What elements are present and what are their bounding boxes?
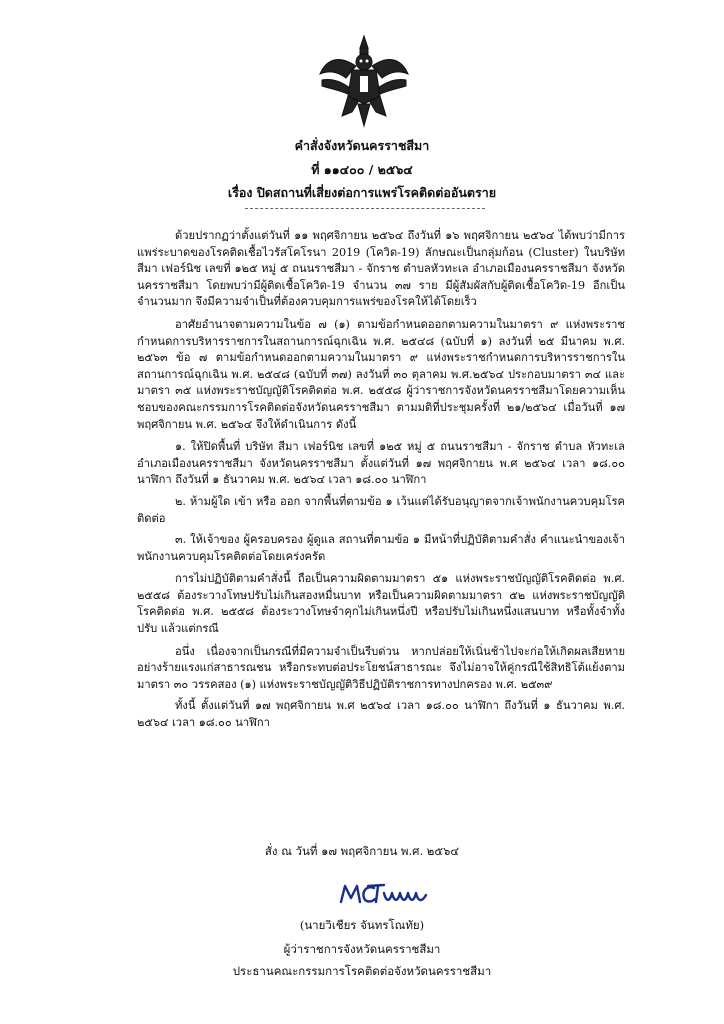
paragraph-effective-period: ทั้งนี้ ตั้งแต่วันที่ ๑๗ พฤศจิกายน พ.ศ ๒๕๖๔ เวลา ๑๘.๐๐ นาฬิกา ถึงวันที่ ๑ ธันวาคม พ.ศ. ๒๕๖๔ เวลา ๑๘.๐๐ นาฬิกา [137, 699, 625, 730]
signer-role: ประธานคณะกรรมการโรคติดต่อจังหวัดนครราชสีมา [232, 964, 492, 978]
paragraph-clause-1: ๑. ให้ปิดพื้นที่ บริษัท สีมา เฟอร์นิช เลขที่ ๑๒๕ หมู่ ๕ ถนนราชสีมา - จักราช ตำบล หัวทะเล อำเภอเมืองนครราชสีมา จังหวัดนครราชสีมา ตั้งแต่วันที่ ๑๗ พฤศจิกายน พ.ศ ๒๕๖๔ เวลา ๑๘.๐๐ นาฬิกา ถึงวันที่ ๑ ธันวาคม พ.ศ. ๒๕๖๔ เวลา ๑๘.๐๐ นาฬิกา [137, 440, 625, 487]
order-title: คำสั่งจังหวัดนครราชสีมา [294, 138, 430, 153]
order-body [137, 228, 625, 738]
paragraph-penalty: การไม่ปฏิบัติตามคำสั่งนี้ ถือเป็นความผิดตามมาตรา ๕๑ แห่งพระราชบัญญัติโรคติดต่อ พ.ศ. ๒๕๕๘ ต้องระวางโทษปรับไม่เกินสองหมื่นบาท หรือเป็นความผิดตามมาตรา ๕๒ แห่งพระราชบัญญัติโรคติดต่อ พ.ศ. ๒๕๕๘ ต้องระวางโทษจำคุกไม่เกินหนึ่งปี หรือปรับไม่เกินหนึ่งแสนบาท หรือทั้งจำทั้งปรับ แล้วแต่กรณี [137, 572, 625, 636]
signer-name: (นายวิเชียร จันทรโณทัย) [299, 918, 425, 932]
order-number: ที่ ๑๑๔๐๐ / ๒๕๖๔ [311, 162, 413, 177]
paragraph-clause-3: ๓. ให้เจ้าของ ผู้ครอบครอง ผู้ดูแล สถานที่ตามข้อ ๑ มีหน้าที่ปฏิบัติตามคำสั่ง คำแนะนำของเจ้าพนักงานควบคุมโรคติดต่อโดยเคร่งครัด [137, 533, 625, 563]
ordered-date: สั่ง ณ วันที่ ๑๗ พฤศจิกายน พ.ศ. ๒๕๖๔ [264, 844, 460, 858]
signer-position: ผู้ว่าราชการจังหวัดนครราชสีมา [283, 942, 441, 956]
handwritten-signature [338, 880, 430, 906]
order-subject: เรื่อง ปิดสถานที่เสี่ยงต่อการแพร่โรคติดต่ออันตราย [227, 185, 497, 200]
paragraph-urgency: อนึ่ง เนื่องจากเป็นกรณีที่มีความจำเป็นรีบด่วน หากปล่อยให้เนิ่นช้าไปจะก่อให้เกิดผลเสียหายอย่างร้ายแรงแก่สาธารณชน หรือกระทบต่อประโยชน์สาธารณะ จึงไม่อาจให้คู่กรณีใช้สิทธิโต้แย้งตามมาตรา ๓๐ วรรคสอง (๑) แห่งพระราชบัญญัติวิธีปฏิบัติราชการทางปกครอง พ.ศ. ๒๕๓๙ [137, 644, 625, 691]
paragraph-authority: อาศัยอำนาจตามความในข้อ ๗ (๑) ตามข้อกำหนดออกตามความในมาตรา ๙ แห่งพระราชกำหนดการบริหารราชการในสถานการณ์ฉุกเฉิน พ.ศ. ๒๕๔๘ (ฉบับที่ ๑) ลงวันที่ ๒๕ มีนาคม พ.ศ. ๒๕๖๓ ข้อ ๗ ตามข้อกำหนดออกตามความในมาตรา ๙ แห่งพระราชกำหนดการบริหารราชการในสถานการณ์ฉุกเฉิน พ.ศ. ๒๕๔๘ (ฉบับที่ ๓๗) ลงวันที่ ๓๐ ตุลาคม พ.ศ.๒๕๖๔ ประกอบมาตรา ๓๔ และมาตรา ๓๕ แห่งพระราชบัญญัติโรคติดต่อ พ.ศ. ๒๕๕๘ ผู้ว่าราชการจังหวัดนครราชสีมาโดยความเห็นชอบของคณะกรรมการโรคติดต่อจังหวัดนครราชสีมา ตามมติที่ประชุมครั้งที่ ๒๑/๒๕๖๔ เมื่อวันที่ ๑๗ พฤศจิกายน พ.ศ. ๒๕๖๔ จึงให้ดำเนินการ ดังนี้ [137, 317, 625, 431]
garuda-emblem-icon [318, 34, 410, 128]
paragraph-clause-2: ๒. ห้ามผู้ใด เข้า หรือ ออก จากพื้นที่ตามข้อ ๑ เว้นแต่ได้รับอนุญาตจากเจ้าพนักงานควบคุมโรคติดต่อ [137, 494, 625, 525]
paragraph-background: ด้วยปรากฏว่าตั้งแต่วันที่ ๑๑ พฤศจิกายน ๒๕๖๔ ถึงวันที่ ๑๖ พฤศจิกายน ๒๕๖๔ ได้พบว่ามีการแพร่ระบาดของโรคติดเชื้อไวรัสโคโรนา 2019 (โควิด-19) ลักษณะเป็นกลุ่มก้อน (Cluster) ในบริษัท สีมา เฟอร์นิช เลขที่ ๑๒๕ หมู่ ๕ ถนนราชสีมา - จักราช ตำบลหัวทะเล อำเภอเมืองนครราชสีมา จังหวัดนครราชสีมา โดยพบว่ามีผู้ติดเชื้อโควิด-19 จำนวน ๓๗ ราย มีผู้สัมผัสกับผู้ติดเชื้อโควิด-19 อีกเป็นจำนวนมาก จึงมีความจำเป็นที่ต้องควบคุมการแพร่ของโรคให้ได้โดยเร็ว [137, 229, 625, 309]
divider [245, 208, 485, 209]
